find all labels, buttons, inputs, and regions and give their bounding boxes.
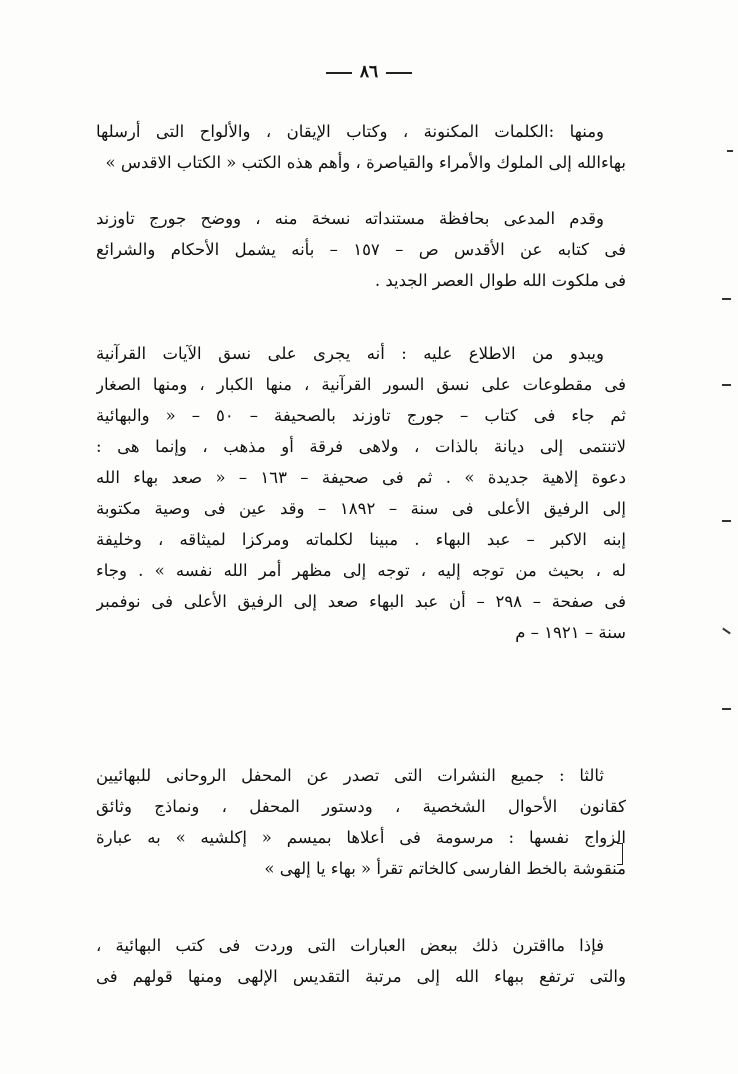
text-line: إبنه الاكبر – عبد البهاء . مبينا لكلماته ومركزا لميثاقه ، وخليفة — [96, 530, 626, 549]
text-line: فى كتابه عن الأقدس ص – ١٥٧ – بأنه يشمل الأحكام والشرائع — [96, 240, 626, 259]
text-line: منقوشة بالخط الفارسى كالخاتم تقرأ « بهاء يا إلهى » — [264, 859, 626, 878]
paragraph-publications — [96, 760, 626, 884]
text-line: ويبدو من الاطلاع عليه : أنه يجرى على نسق الآيات القرآنية — [96, 344, 604, 363]
text-line: فإذا مااقترن ذلك ببعض العبارات التى وردت فى كتب البهائية ، — [96, 936, 604, 955]
page-number-text: ٨٦ — [359, 62, 379, 82]
margin-mark — [722, 384, 731, 386]
paragraph-townshend — [96, 203, 626, 296]
margin-mark — [722, 708, 731, 710]
text-line: سنة – ١٩٢١ – م — [515, 623, 626, 642]
page-number-dash-right — [386, 72, 412, 74]
text-line: كقانون الأحوال الشخصية ، ودستور المحفل ، ونماذج وثائق — [96, 797, 626, 816]
margin-mark — [722, 628, 731, 635]
paragraph-writings — [96, 116, 626, 178]
text-line: إلى الرفيق الأعلى فى سنة – ١٨٩٢ – وقد عين فى وصية مكتوبة — [96, 499, 626, 518]
text-line: له ، بحيث من توجه إليه ، توجه إلى مظهر أمر الله نفسه » . وجاء — [96, 561, 626, 580]
text-line: لاتنتمى إلى ديانة بالذات ، ولاهى فرقة أو مذهب ، وإنما هى : — [96, 437, 626, 456]
text-line: فى ملكوت الله طوال العصر الجديد . — [374, 271, 626, 290]
paragraph-sanctification — [96, 930, 626, 992]
text-line: دعوة إلاهية جديدة » . ثم فى صحيفة – ١٦٣ – « صعد بهاء الله — [96, 468, 626, 487]
text-line: ومنها :الكلمات المكنونة ، وكتاب الإيقان ، والألواح التى أرسلها — [96, 122, 604, 141]
text-line: فى مقطوعات على نسق السور القرآنية ، منها الكبار ، ومنها الصغار — [96, 375, 626, 394]
text-line: وقدم المدعى بحافظة مستنداته نسخة منه ، ووضح جورج تاوزند — [96, 209, 604, 228]
text-line: ثالثا : جميع النشرات التى تصدر عن المحفل الروحانى للبهائيين — [96, 766, 604, 785]
margin-mark — [722, 298, 731, 300]
text-line: الزواج نفسها : مرسومة فى أعلاها بميسم « إكلشيه » به عبارة — [96, 828, 626, 847]
text-line: فى صفحة – ٢٩٨ – أن عبد البهاء صعد إلى الرفيق الأعلى فى نوفمبر — [96, 592, 626, 611]
text-line: بهاءالله إلى الملوك والأمراء والقياصرة ، وأهم هذه الكتب « الكتاب الاقدس » — [105, 153, 626, 172]
page-number — [0, 62, 738, 82]
margin-bracket — [617, 843, 623, 865]
paragraph-quranic-style — [96, 338, 626, 648]
margin-mark — [727, 150, 733, 152]
page-number-dash-left — [326, 72, 352, 74]
margin-mark — [722, 520, 731, 522]
text-line: والتى ترتفع ببهاء الله إلى مرتبة التقديس الإلهى ومنها قولهم فى — [96, 967, 626, 986]
text-line: ثم جاء فى كتاب – جورج تاوزند بالصحيفة – ٥٠ – « والبهائية — [96, 406, 626, 425]
